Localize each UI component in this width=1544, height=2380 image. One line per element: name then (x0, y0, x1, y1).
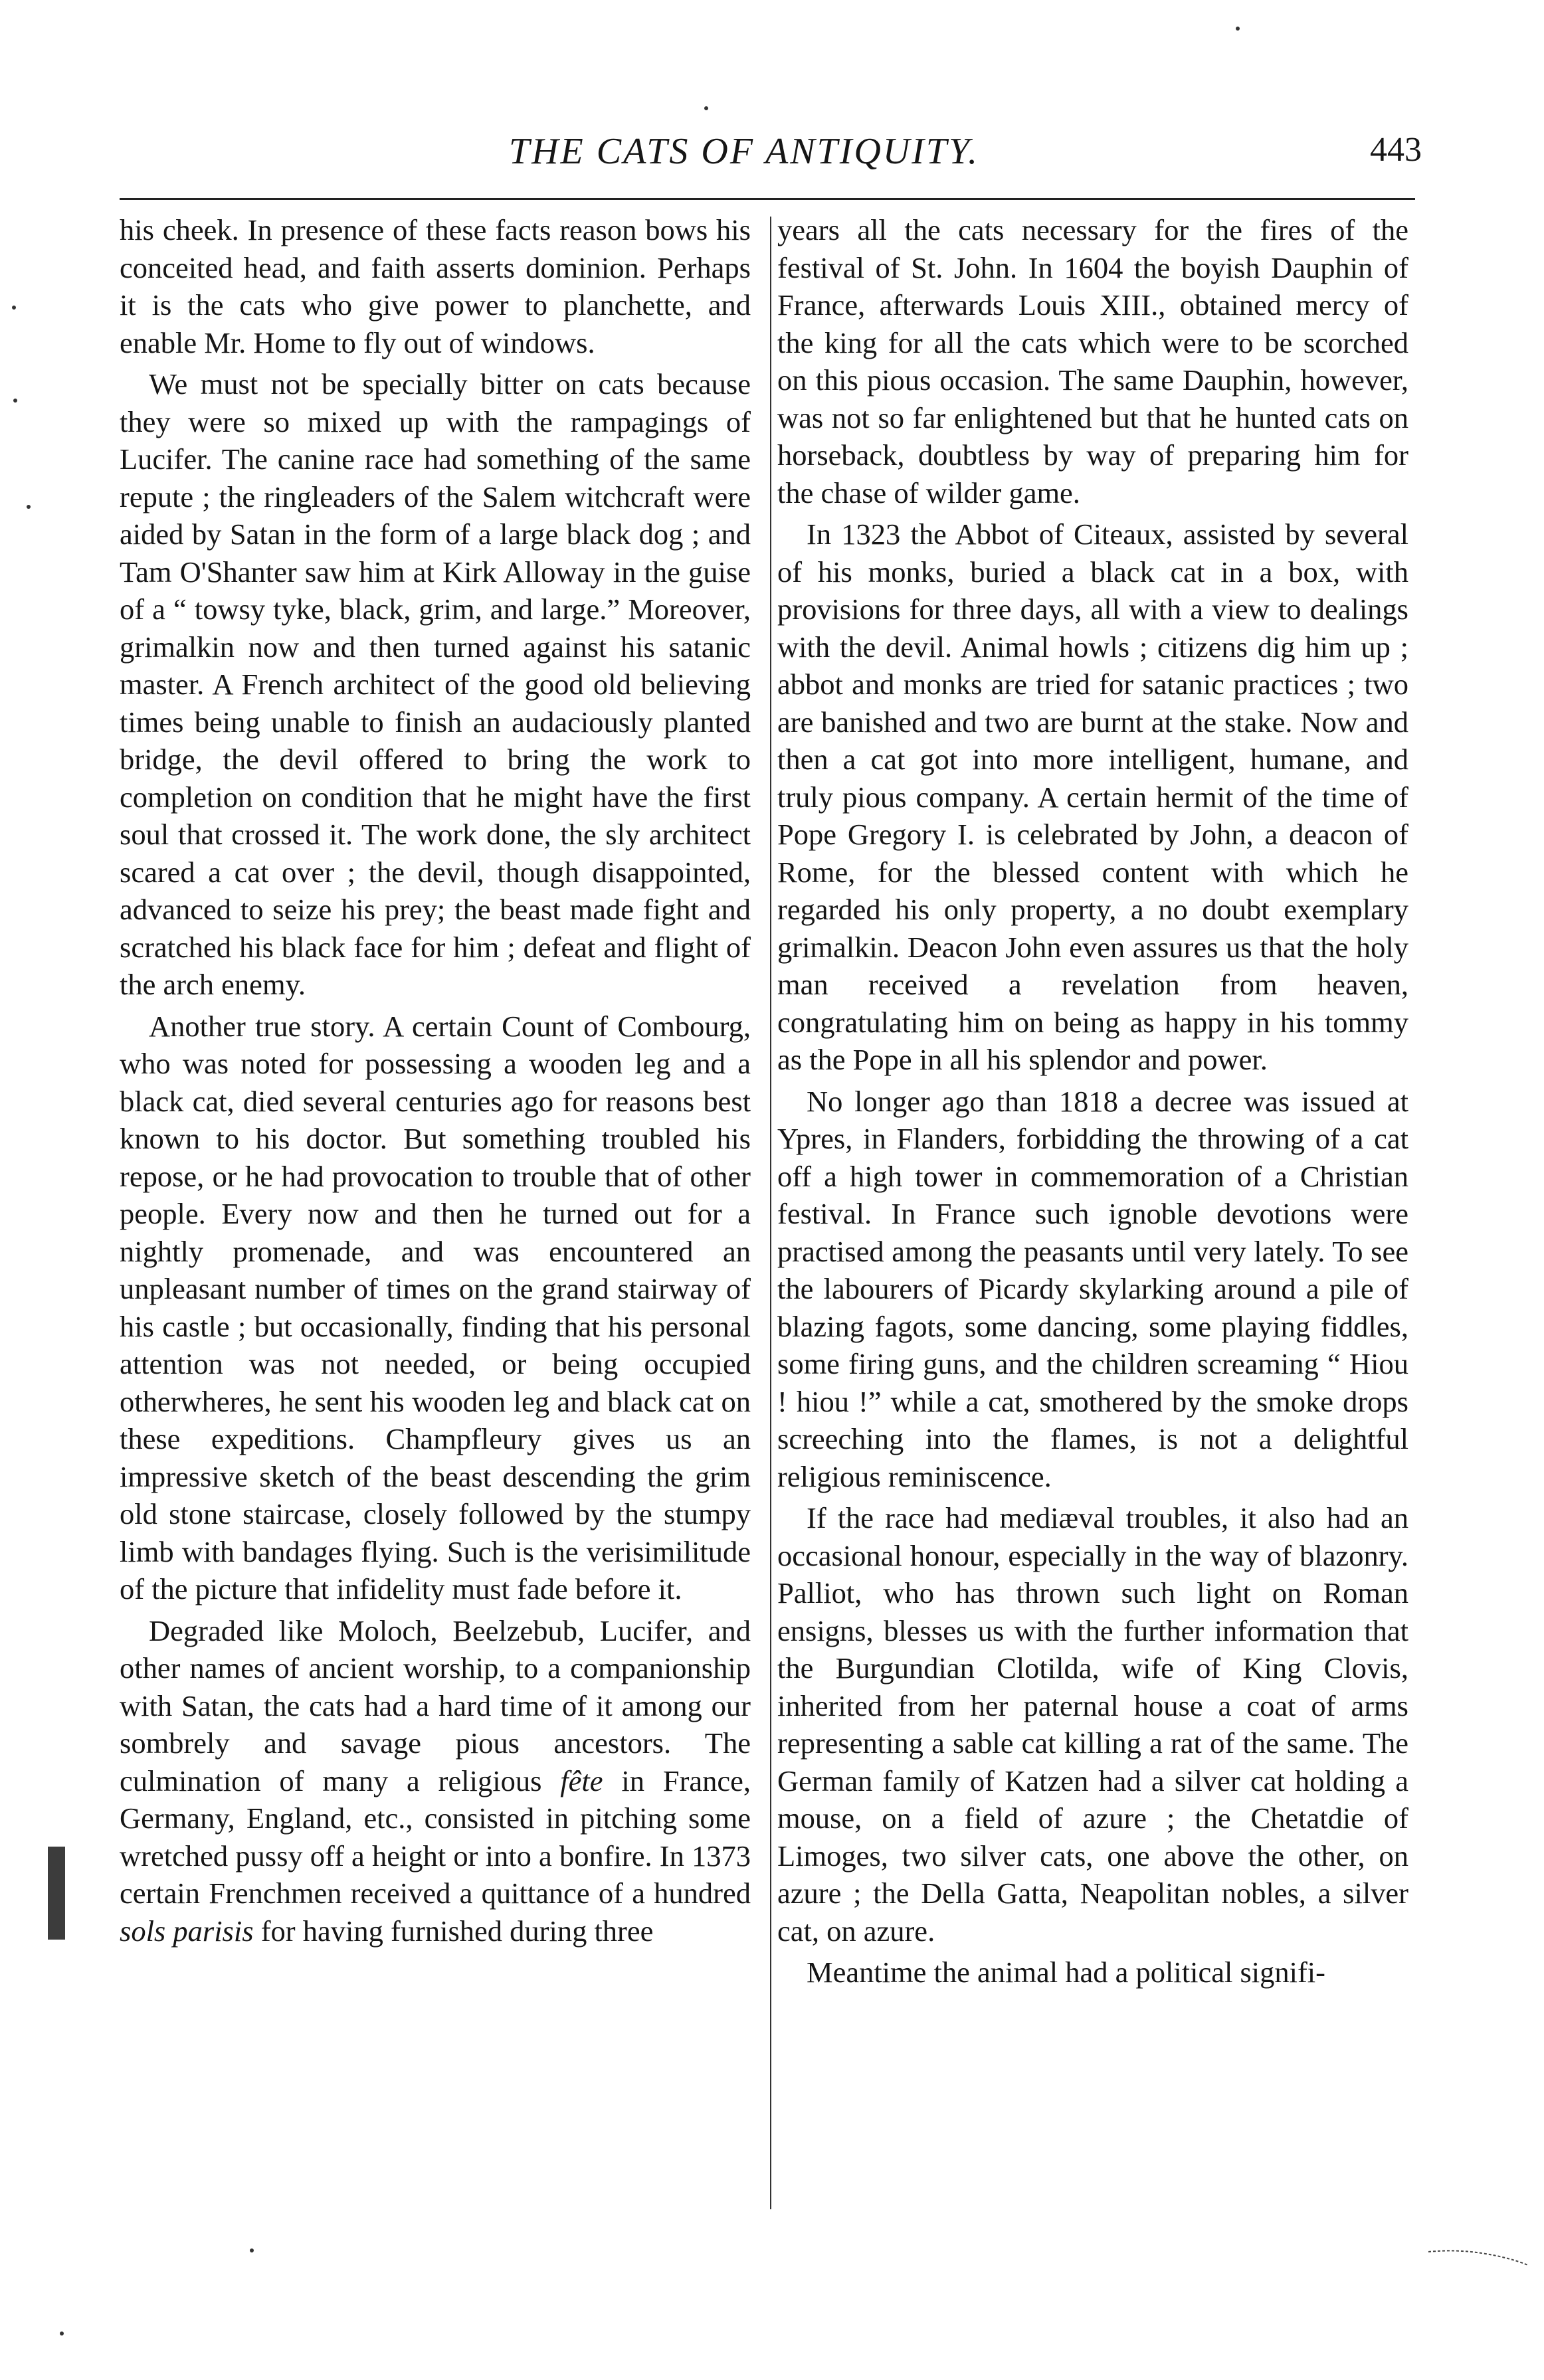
scan-speck (60, 2332, 64, 2335)
paragraph: Another true story. A certain Count of Combourg, who was noted for possessing a wooden leg and a black cat, died several centuries ago for reasons best known to his doctor. But something troubled his repose, or he had provocation to trouble that of other people. Every now and then he turned out for a nightly promenade, and was encountered an unpleasant number of times on the grand stairway of his castle ; but occasionally, finding that his personal attention was not needed, or being occupied otherwheres, he sent his wooden leg and black cat on these expeditions. Champfleury gives us an impressive sketch of the beast descending the grim old stone staircase, closely followed by the stumpy limb with bandages flying. Such is the verisimilitude of the picture that infidelity must fade before it. (120, 1009, 751, 1605)
paragraph: Meantime the animal had a political signifi- (807, 1956, 1325, 1989)
scan-speck (27, 505, 31, 509)
header-rule (120, 198, 1415, 200)
left-column (120, 211, 751, 1954)
paragraph (120, 1612, 751, 1950)
paragraph: his cheek. In presence of these facts reason bows his conceited head, and faith asserts dominion. Perhaps it is the cats who give power to planchette, and enable Mr. Home to fly out of windows. (120, 213, 751, 359)
paragraph-text: Degraded like Moloch, Beelzebub, Lucifer, and other names of ancient worship, to a companionship with Satan, the cats had a hard time of it among our sombrely and savage pious ancestors. The culmination of many a religious (120, 1613, 751, 1797)
paragraph: years all the cats necessary for the fires of the festival of St. John. In 1604 the boyish Dauphin of France, afterwards Louis XIII., obtained mercy of the king for all the cats which were to be scorched on this pious occasion. The same Dauphin, however, was not so far enlightened but that he hunted cats on horseback, doubtless by way of preparing him for the chase of wilder game. (777, 213, 1408, 509)
paragraph-text: in France, Germany, England, etc., consisted in pitching some wretched pussy off a height or into a bonfire. In 1373 certain Frenchmen received a quittance of a hundred (120, 1764, 751, 1910)
paragraph: If the race had mediæval troubles, it also had an occasional honour, especially in the way of blazonry. Palliot, who has thrown such light on Roman ensigns, blesses us with the further information that the Burgundian Clotilda, wife of King Clovis, inherited from her paternal house a coat of arms representing a sable cat killing a rat of the same. The German family of Katzen had a silver cat holding a mouse, on a field of azure ; the Chetatdie of Limoges, two silver cats, one above the other, on azure ; the Della Gatta, Neapolitan nobles, a silver cat, on azure. (777, 1501, 1408, 1948)
scan-squiggle (1428, 2245, 1528, 2272)
italic-phrase: sols parisis (120, 1914, 254, 1948)
scan-speck (12, 306, 16, 310)
scan-speck (1236, 27, 1240, 31)
scan-speck (13, 399, 17, 403)
running-title: THE CATS OF ANTIQUITY. (508, 131, 980, 172)
scan-artifact (48, 1847, 65, 1940)
right-column (777, 211, 1408, 1995)
scan-speck (704, 106, 708, 110)
page-number: 443 (1370, 131, 1422, 169)
column-divider (770, 217, 771, 2209)
paragraph: No longer ago than 1818 a decree was issued at Ypres, in Flanders, forbidding the throwing of a cat off a high tower in commemoration of a Christian festival. In France such ignoble devotions were practised among the peasants until very lately. To see the labourers of Picardy skylarking around a pile of blazing fagots, some dancing, some playing fiddles, some firing guns, and the children screaming “ Hiou ! hiou !” while a cat, smothered by the smoke drops screeching into the flames, is not a delightful religious reminiscence. (777, 1084, 1408, 1493)
paragraph: In 1323 the Abbot of Citeaux, assisted by several of his monks, buried a black cat in a box, with provisions for three days, all with a view to dealings with the devil. Animal howls ; citizens dig him up ; abbot and monks are tried for satanic practices ; two are banished and two are burnt at the stake. Now and then a cat got into more intelligent, humane, and truly pious company. A certain hermit of the time of Pope Gregory I. is celebrated by John, a deacon of Rome, for the blessed content with which he regarded his only property, a no doubt exemplary grimalkin. Deacon John even assures us that the holy man received a revelation from heaven, congratulating him on being as happy in his tommy as the Pope in all his splendor and power. (777, 517, 1408, 1076)
scan-speck (250, 2248, 254, 2252)
italic-word: fête (560, 1764, 603, 1797)
paragraph: We must not be specially bitter on cats because they were so mixed up with the rampagings of Lucifer. The canine race had something of the same repute ; the ringleaders of the Salem witchcraft were aided by Satan in the form of a large black dog ; and Tam O'Shanter saw him at Kirk Alloway in the guise of a “ towsy tyke, black, grim, and large.” Moreover, grimalkin now and then turned against his satanic master. A French architect of the good old believing times being unable to finish an audaciously planted bridge, the devil offered to bring the work to completion on condition that he might have the first soul that crossed it. The work done, the sly architect scared a cat over ; the devil, though disappointed, advanced to seize his prey; the beast made fight and scratched his black face for him ; defeat and flight of the arch enemy. (120, 367, 751, 1001)
paragraph-text: for having furnished during three (253, 1914, 654, 1948)
